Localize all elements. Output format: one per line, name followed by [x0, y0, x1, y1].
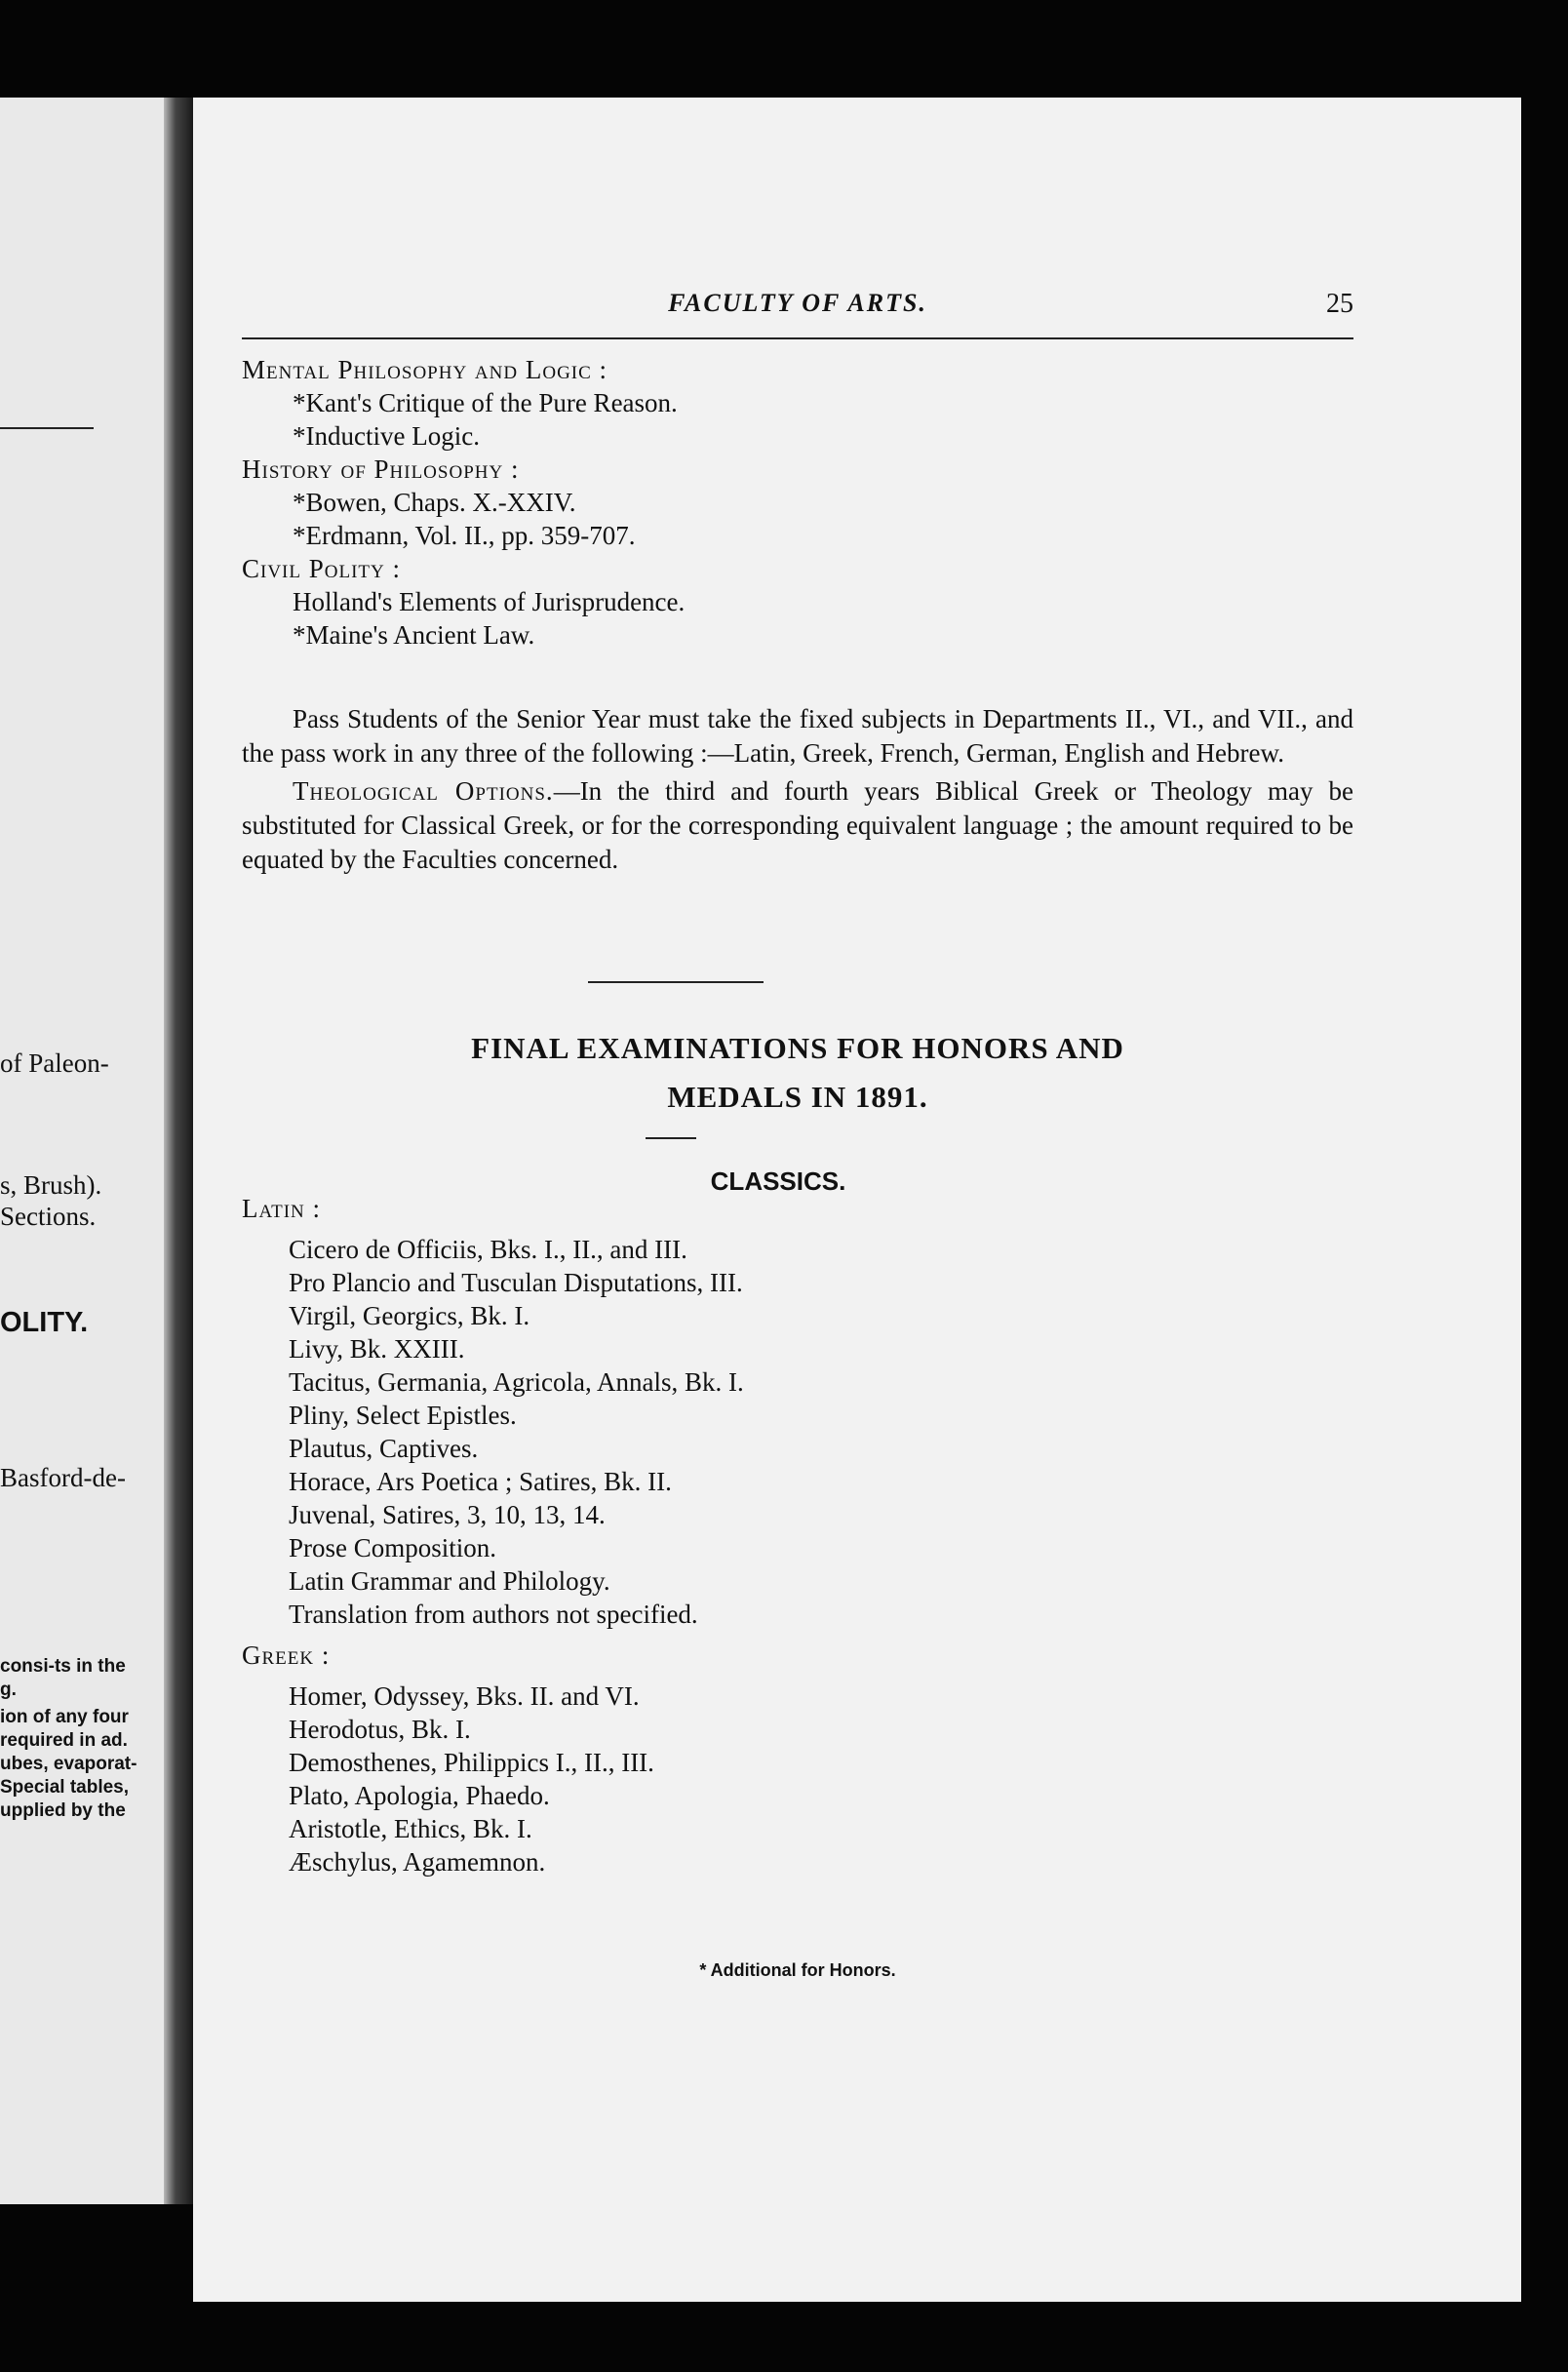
upper-sections-list — [242, 353, 1353, 652]
section-item: Horace, Ars Poetica ; Satires, Bk. II. — [289, 1467, 672, 1496]
section-item: Cicero de Officiis, Bks. I., II., and III. — [289, 1235, 687, 1264]
left-page-line: Sections. — [0, 1202, 97, 1231]
left-page-line: of Paleon- — [0, 1048, 109, 1078]
final-heading-line-1: FINAL EXAMINATIONS FOR HONORS AND — [471, 1031, 1124, 1065]
section-item: Tacitus, Germania, Agricola, Annals, Bk. I. — [289, 1367, 744, 1397]
theological-options-text: —In the third and fourth years Biblical Greek or Theology may be substituted for Classical Greek, or for the corresponding equivalent language ; the amount required to be equated by the Faculties concerned. — [242, 776, 1353, 874]
upper-course-sections — [242, 353, 1353, 652]
section-item: Plato, Apologia, Phaedo. — [289, 1781, 550, 1810]
pass-students-paragraph: Pass Students of the Senior Year must take the fixed subjects in Departments II., VI., and VII., and the pass work in any three of the following :—Latin, Greek, French, German, English and Hebrew. — [242, 704, 1353, 768]
left-page-rule — [0, 427, 94, 429]
running-title: FACULTY OF ARTS. — [668, 289, 927, 317]
section-item: Virgil, Georgics, Bk. I. — [289, 1301, 530, 1330]
section-item: Æschylus, Agamemnon. — [289, 1847, 546, 1877]
section-heading: Latin : — [242, 1194, 322, 1223]
lower-course-sections — [242, 1192, 1353, 1878]
left-page-line: g. — [0, 1680, 17, 1700]
section-heading: Civil Polity : — [242, 554, 401, 583]
lower-sections-list — [242, 1192, 1353, 1878]
classics-subheading: CLASSICS. — [710, 1166, 846, 1196]
section-item: Homer, Odyssey, Bks. II. and VI. — [289, 1681, 640, 1711]
section-item: Translation from authors not specified. — [289, 1600, 698, 1629]
section-item: Pro Plancio and Tusculan Disputations, III. — [289, 1268, 743, 1297]
section-item: Aristotle, Ethics, Bk. I. — [289, 1814, 532, 1843]
section-item: Livy, Bk. XXIII. — [289, 1334, 465, 1364]
section-item: *Bowen, Chaps. X.-XXIV. — [293, 488, 576, 517]
running-header — [242, 289, 1353, 328]
left-page-line: Basford-de- — [0, 1463, 126, 1492]
left-page-line: ubes, evaporat- — [0, 1754, 137, 1774]
left-page-line: ion of any four — [0, 1707, 129, 1727]
footnote: * Additional for Honors. — [699, 1960, 896, 1980]
left-page-line: required in ad. — [0, 1730, 128, 1751]
section-heading: Mental Philosophy and Logic : — [242, 355, 608, 384]
page-number: 25 — [1326, 289, 1353, 319]
final-heading-line-2: MEDALS IN 1891. — [667, 1080, 928, 1114]
theological-options-label: Theological Options. — [293, 776, 554, 806]
page-25 — [193, 98, 1521, 2302]
section-item: Prose Composition. — [289, 1533, 497, 1562]
section-item: *Kant's Critique of the Pure Reason. — [293, 388, 678, 417]
section-item: Juvenal, Satires, 3, 10, 13, 14. — [289, 1500, 606, 1529]
header-rule — [242, 337, 1353, 339]
final-examinations-heading — [242, 1024, 1353, 1122]
pass-students-paragraph-block — [242, 702, 1353, 877]
section-item: Herodotus, Bk. I. — [289, 1715, 471, 1744]
book-gutter — [164, 98, 193, 2204]
section-item: *Maine's Ancient Law. — [293, 620, 535, 650]
theological-options-paragraph — [242, 774, 1353, 877]
section-divider — [588, 981, 764, 983]
section-item: *Erdmann, Vol. II., pp. 359-707. — [293, 521, 636, 550]
section-heading: History of Philosophy : — [242, 455, 520, 484]
left-page-line: upplied by the — [0, 1800, 126, 1821]
left-page-line: consi-ts in the — [0, 1656, 126, 1677]
left-page-line: OLITY. — [0, 1307, 89, 1338]
section-item: Pliny, Select Epistles. — [289, 1401, 517, 1430]
section-item: *Inductive Logic. — [293, 421, 480, 451]
section-heading: Greek : — [242, 1641, 331, 1670]
section-item: Demosthenes, Philippics I., II., III. — [289, 1748, 654, 1777]
left-page-line: s, Brush). — [0, 1170, 102, 1200]
heading-divider — [646, 1137, 696, 1139]
section-item: Latin Grammar and Philology. — [289, 1566, 610, 1596]
left-page-line: Special tables, — [0, 1777, 130, 1798]
section-item: Holland's Elements of Jurisprudence. — [293, 587, 686, 616]
left-facing-page — [0, 98, 164, 2204]
section-item: Plautus, Captives. — [289, 1434, 479, 1463]
